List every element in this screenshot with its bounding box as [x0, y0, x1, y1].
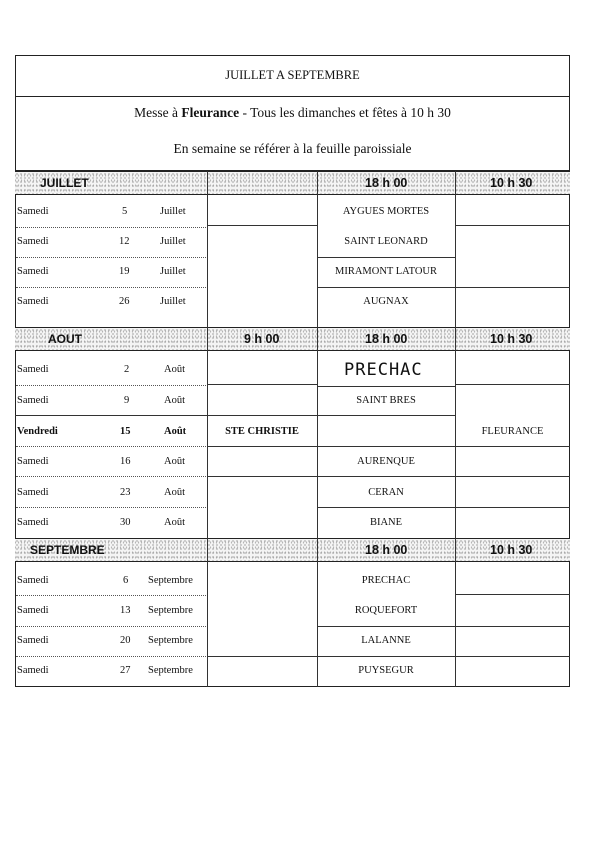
table-row: Samedi	[17, 236, 49, 247]
section-label-septembre: SEPTEMBRE	[30, 543, 105, 557]
section-header-juillet	[15, 171, 570, 195]
table-row: Samedi	[17, 206, 49, 217]
section-label-juillet: JUILLET	[40, 176, 89, 190]
table-row: Samedi	[17, 266, 49, 277]
table-row: Samedi	[17, 665, 49, 676]
aout-time-9h: 9 h 00	[244, 332, 280, 346]
table-row: Samedi	[17, 456, 49, 467]
table-row: Samedi	[17, 635, 49, 646]
header-subtitle	[15, 97, 570, 171]
septembre-time-18h: 18 h 00	[365, 543, 408, 557]
table-row: Samedi	[17, 517, 49, 528]
section-header-aout	[15, 327, 570, 351]
fleurance-label: Fleurance	[181, 105, 240, 120]
mass-info-line: Messe à Fleurance - Tous les dimanches et fêtes à 10 h 30	[134, 105, 451, 120]
table-row: Samedi	[17, 364, 49, 375]
page-title: JUILLET A SEPTEMBRE	[15, 55, 570, 97]
table-row: Samedi	[17, 395, 49, 406]
table-row: Samedi	[17, 296, 49, 307]
juillet-time-10h30: 10 h 30	[490, 176, 533, 190]
table-row: Samedi	[17, 605, 49, 616]
weekday-info-line: En semaine se référer à la feuille paroissiale	[173, 141, 412, 156]
septembre-time-10h30: 10 h 30	[490, 543, 533, 557]
juillet-time-18h: 18 h 00	[365, 176, 408, 190]
aout-time-18h: 18 h 00	[365, 332, 408, 346]
table-row: Vendredi	[17, 426, 58, 437]
table-row: Samedi	[17, 487, 49, 498]
handwritten-prechac: PRECHAC	[344, 360, 423, 380]
section-label-aout: AOUT	[48, 332, 82, 346]
aout-time-10h30: 10 h 30	[490, 332, 533, 346]
table-row: Samedi	[17, 575, 49, 586]
